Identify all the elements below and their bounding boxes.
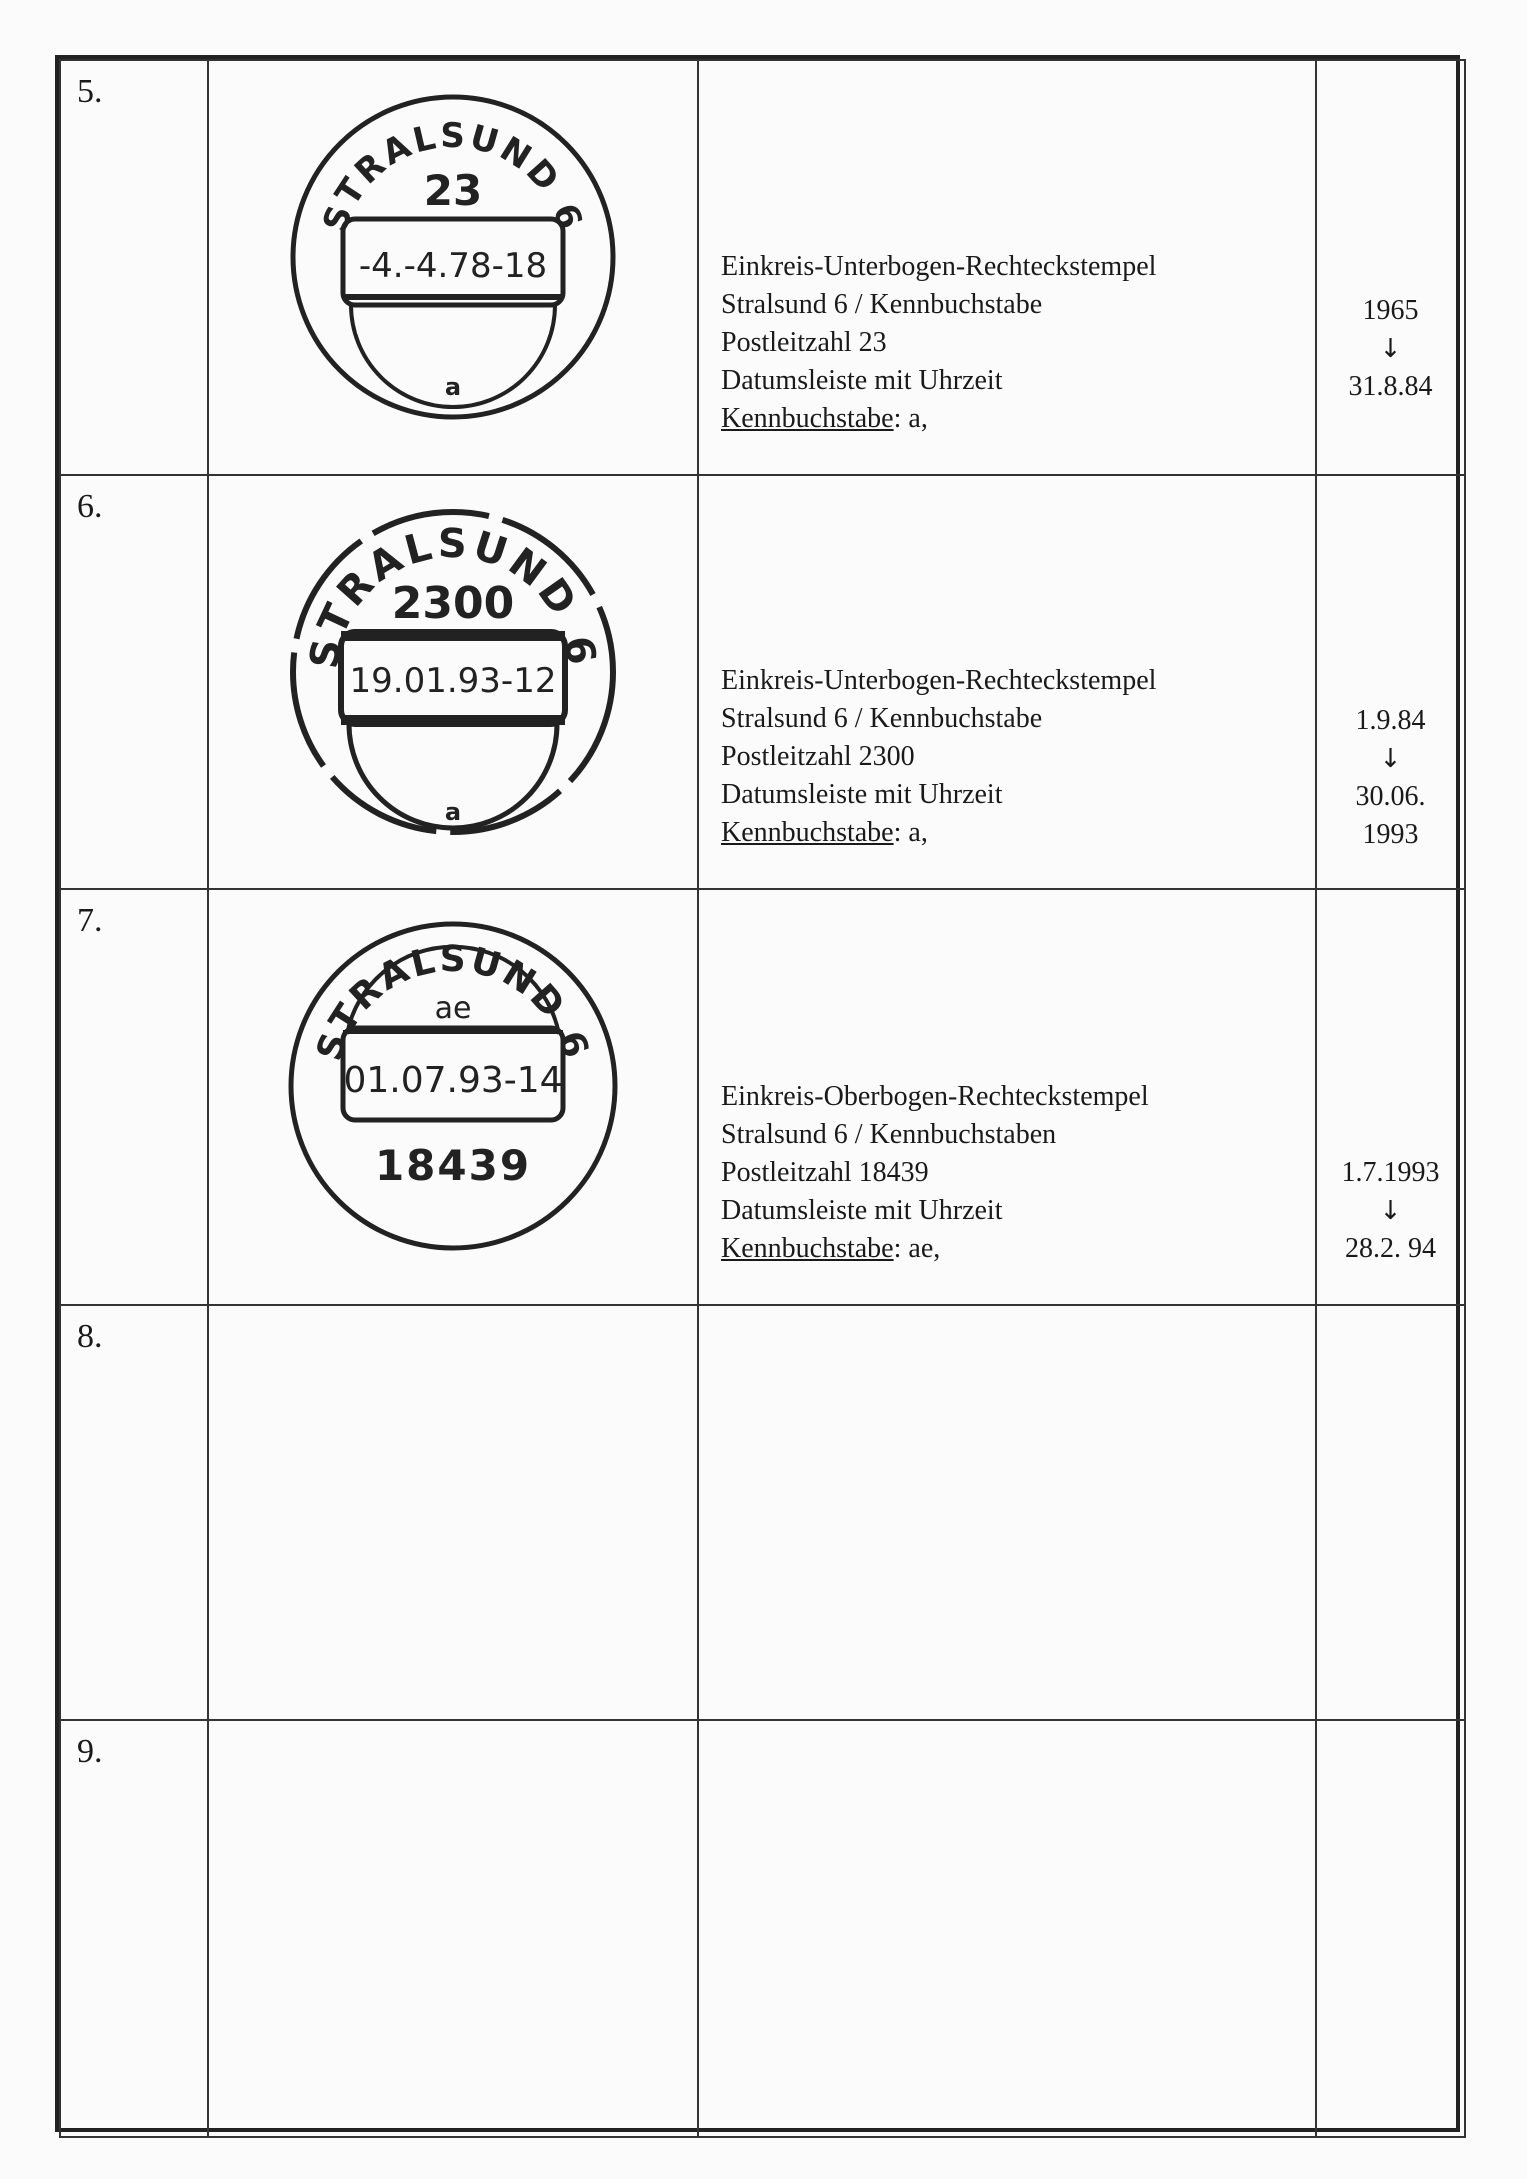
date-from: 1965 (1362, 295, 1419, 326)
date-to: 28.2. 94 (1345, 1233, 1436, 1264)
stamp-description (721, 1078, 1149, 1268)
date-range-cell (1316, 1720, 1465, 2137)
row-number: 9. (77, 1733, 103, 1770)
postmark-town: STRALSUND 6 (309, 938, 597, 1066)
description-cell (698, 475, 1316, 889)
down-arrow-icon: ↓ (1379, 744, 1402, 774)
desc-letter-label: Kennbuchstabe (721, 1233, 894, 1264)
desc-dateline: Datumsleiste mit Uhrzeit (721, 1195, 1003, 1226)
desc-office: Stralsund 6 / Kennbuchstabe (721, 289, 1043, 320)
table-row (60, 1720, 1465, 2137)
desc-postcode: Postleitzahl 18439 (721, 1157, 929, 1188)
table-row (60, 475, 1465, 889)
table-row (60, 889, 1465, 1305)
desc-letter-value: : a, (893, 403, 928, 434)
postmark-town: STRALSUND 6 (301, 520, 605, 672)
stamp-image-cell (208, 889, 698, 1305)
postmark-date: 19.01.93-12 (349, 661, 557, 701)
postmark-letter: a (444, 373, 462, 401)
postmark-stamp (283, 87, 623, 427)
desc-letter-label: Kennbuchstabe (721, 817, 894, 848)
desc-type: Einkreis-Unterbogen-Rechteckstempel (721, 251, 1157, 282)
date-range (1317, 292, 1464, 406)
row-number: 5. (77, 73, 103, 110)
desc-type: Einkreis-Oberbogen-Rechteckstempel (721, 1081, 1149, 1112)
postmark-date: -4.-4.78-18 (358, 246, 548, 286)
date-range (1317, 1154, 1464, 1268)
date-to: 31.8.84 (1348, 371, 1433, 402)
row-number: 6. (77, 488, 103, 525)
description-cell (698, 1720, 1316, 2137)
row-number: 8. (77, 1318, 103, 1355)
desc-letter-value: : a, (893, 817, 928, 848)
down-arrow-icon: ↓ (1379, 1196, 1402, 1226)
postmark-code: 23 (423, 166, 483, 215)
stamp-image-cell (208, 1305, 698, 1720)
date-to: 30.06. (1355, 781, 1426, 812)
row-number-cell (60, 1305, 208, 1720)
table-row (60, 1305, 1465, 1720)
date-range (1317, 702, 1464, 854)
stamp-image-cell (208, 60, 698, 475)
desc-dateline: Datumsleiste mit Uhrzeit (721, 365, 1003, 396)
desc-letter-label: Kennbuchstabe (721, 403, 894, 434)
date-range-cell (1316, 475, 1465, 889)
date-from: 1.9.84 (1355, 705, 1426, 736)
date-range-cell (1316, 60, 1465, 475)
row-number-cell (60, 889, 208, 1305)
date-range-cell (1316, 1305, 1465, 1720)
table-row (60, 60, 1465, 475)
row-number-cell (60, 1720, 208, 2137)
postmark-code: 2300 (391, 578, 515, 629)
stamp-description (721, 248, 1156, 438)
row-number: 7. (77, 902, 103, 939)
postmark-stamp (283, 502, 623, 842)
date-from: 1.7.1993 (1341, 1157, 1440, 1188)
desc-office: Stralsund 6 / Kennbuchstabe (721, 703, 1043, 734)
postmark-postcode: 18439 (374, 1141, 532, 1190)
stamp-catalog-sheet (55, 55, 1460, 2132)
desc-type: Einkreis-Unterbogen-Rechteckstempel (721, 665, 1157, 696)
postmark-code: ae (434, 991, 472, 1026)
description-cell (698, 60, 1316, 475)
desc-letter-value: : ae, (893, 1233, 941, 1264)
stamp-description (721, 662, 1156, 852)
postmark-date: 01.07.93-14 (343, 1060, 563, 1101)
desc-postcode: Postleitzahl 2300 (721, 741, 915, 772)
row-number-cell (60, 475, 208, 889)
date-range-cell (1316, 889, 1465, 1305)
postmark-town: STRALSUND 6 (315, 115, 591, 237)
desc-postcode: Postleitzahl 23 (721, 327, 887, 358)
desc-dateline: Datumsleiste mit Uhrzeit (721, 779, 1003, 810)
date-to-year: 1993 (1362, 819, 1419, 850)
description-cell (698, 889, 1316, 1305)
stamp-table (59, 59, 1466, 2138)
postmark-letter: a (444, 798, 462, 826)
stamp-image-cell (208, 1720, 698, 2137)
row-number-cell (60, 60, 208, 475)
description-cell (698, 1305, 1316, 1720)
stamp-image-cell (208, 475, 698, 889)
postmark-stamp (283, 916, 623, 1256)
desc-office: Stralsund 6 / Kennbuchstaben (721, 1119, 1057, 1150)
down-arrow-icon: ↓ (1379, 334, 1402, 364)
